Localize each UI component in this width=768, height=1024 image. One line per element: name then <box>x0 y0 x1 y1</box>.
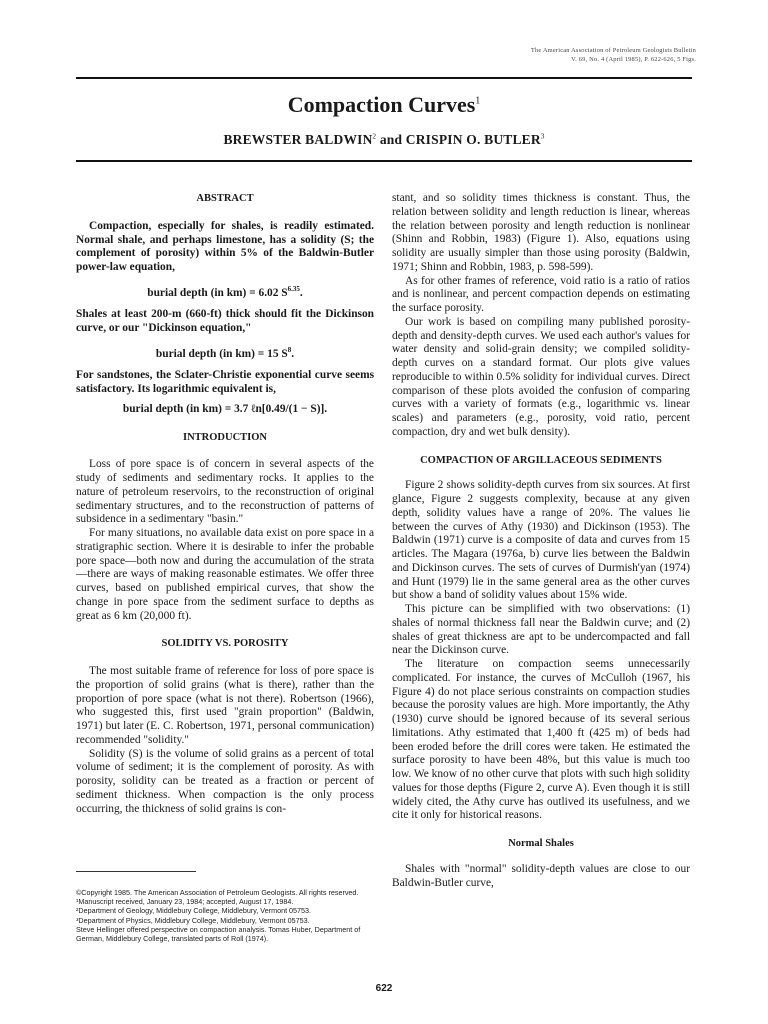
solidity-paragraph-2: Solidity (S) is the volume of solid grains as a percent of total volume of sediment; it is the complement of porosity. As with porosity, solidity can be treated as a fraction or percent of sediment thickness. When compaction is the only process occurring, the thickness of solid grains is con- <box>76 747 374 815</box>
equation-dickinson: burial depth (in km) = 15 $S^8$. <box>155 345 295 360</box>
abstract-paragraph-3: For sandstones, the Sclater-Christie exponential curve seems satisfactory. Its logarithmic equivalent is, <box>76 369 374 396</box>
argillaceous-paragraph-3: The literature on compaction seems unnecessarily complicated. For instance, the curves of McCulloh (1967, his Figure 4) do not place serious constraints on compaction studies because the porosity values are high. More importantly, the Athy (1930) curve should be ignored because of its several serious limitations. Athy estimated that 1,400 ft (425 m) of beds had been eroded before the drill cores were taken. He estimated the surface porosity to have been 48%, but this value is much too low. We know of no other curve that plots with such high solidity values for those depths (Figure 2, curve A). Even though it is still widely cited, the Athy curve has outlived its usefulness, and we cite it only for historical reasons. <box>392 658 691 822</box>
body-paragraph-method: Our work is based on compiling many published porosity-depth and density-depth curves. We used each author's values for water density and solid-grain density; we compiled solidity-depth curves on a standard format. Our plots give values reproducible to within 0.5% solidity for individual curves. Direct comparison of these plots avoided the confusion of comparing curves with a variety of formats (e.g., logarithmic vs. linear scales) and parameters (e.g., porosity, void ratio, percent compaction, dry and wet bulk density). <box>392 315 690 438</box>
author-line <box>0 132 768 148</box>
header-rule <box>76 160 692 162</box>
body-paragraph-frames: As for other frames of reference, void ratio is a ratio of ratios and is nonlinear, and percent compaction depends on estimating the surface porosity. <box>392 274 690 314</box>
author-1-note: 2 <box>372 132 377 141</box>
top-rule <box>76 77 692 79</box>
introduction-heading: INTRODUCTION <box>182 431 267 443</box>
author-1: BREWSTER BALDWIN <box>223 132 373 147</box>
page-number: 622 <box>375 983 393 994</box>
journal-name: The American Association of Petroleum Geologists Bulletin <box>530 47 696 54</box>
abstract-heading: ABSTRACT <box>196 193 254 204</box>
introduction-paragraph-2: For many situations, no available data exist on pore space in a stratigraphic section. Where it is desirable to infer the probable pore space—both now and during the accumulation of the strata—there are ways of making reasonable estimates. We offer three curves, based on published empirical curves, that show the change in pore space from the sediment surface to depths as great as 6 km (20,000 ft). <box>76 527 374 622</box>
footnote-rule <box>76 871 196 872</box>
title-text: Compaction Curves <box>287 92 476 117</box>
left-column <box>76 192 374 816</box>
author-2: CRISPIN O. BUTLER <box>405 132 541 147</box>
footnote-3: ³Department of Physics, Middlebury College, Middlebury, Vermont 05753. <box>76 915 310 925</box>
normal-shales-paragraph-1: Shales with "normal" solidity-depth values are close to our Baldwin-Butler curve, <box>392 862 690 889</box>
body-paragraph-continued: stant, and so solidity times thickness is constant. Thus, the relation between solidity and length reduction is linear, whereas the relation between porosity and length reduction is nonlinear (Shinn and Robbin, 1983) (Figure 1). Also, equations using solidity are usually simpler than those using porosity (Baldwin, 1971; Shinn and Robbin, 1983, p. 598-599). <box>392 192 690 273</box>
argillaceous-heading: COMPACTION OF ARGILLACEOUS SEDIMENTS <box>420 454 662 466</box>
footnotes <box>76 888 376 943</box>
abstract-paragraph-1: Compaction, especially for shales, is readily estimated. Normal shale, and perhaps limestone, has a solidity (S; the complement of porosity) within 5% of the Baldwin-Butler power-law equation, <box>76 219 374 273</box>
normal-shales-heading: Normal Shales <box>508 838 574 849</box>
acknowledgment-note: Steve Hellinger offered perspective on compaction analysis. Tomas Huber, Department of German, Middlebury College, translated parts of Roll (1974). <box>76 924 361 944</box>
copyright-note: ©Copyright 1985. The American Association of Petroleum Geologists. All rights reserved. <box>76 888 359 897</box>
journal-citation <box>531 46 696 64</box>
footnote-1: ¹Manuscript received, January 23, 1984; accepted, August 17, 1984. <box>76 897 294 907</box>
footnote-2: ²Department of Geology, Middlebury College, Middlebury, Vermont 05753. <box>76 906 312 916</box>
author-2-note: 3 <box>540 132 545 141</box>
abstract-paragraph-2: Shales at least 200-m (660-ft) thick should fit the Dickinson curve, or our "Dickinson equation," <box>76 308 374 335</box>
equation-sclater-christie: burial depth (in km) = 3.7 ℓn[0.49/(1 − S)]. <box>122 402 328 415</box>
equation-baldwin-butler: burial depth (in km) = 6.02 $S^{6.35}$. <box>147 284 303 299</box>
right-column <box>392 192 690 890</box>
argillaceous-paragraph-1: Figure 2 shows solidity-depth curves from six sources. At first glance, Figure 2 suggests complexity, because at any given depth, solidity values have a range of 20%. The values lie between the curves of Athy (1930) and Dickinson (1953). The Baldwin (1971) curve is a composite of data and curves from 15 articles. The Magara (1976a, b) curve lies between the Baldwin and Dickinson curves. The sets of curves of Durmish'yan (1974) and Hunt (1979) lie in the same general area as the other curves but show a band of solidity values about 15% wide. <box>392 479 690 602</box>
introduction-paragraph-1: Loss of pore space is of concern in several aspects of the study of sediments and sedimentary rocks. It applies to the nature of petroleum reservoirs, to the reconstruction of original sedimentary structures, and to the reconstruction of patterns of subsidence in a sedimentary "basin." <box>76 458 374 526</box>
argillaceous-paragraph-2: This picture can be simplified with two observations: (1) shales of normal thickness fall near the Baldwin curve; and (2) shales of great thickness are apt to be undercompacted and fall near the Dickinson curve. <box>392 603 690 657</box>
solidity-paragraph-1: The most suitable frame of reference for loss of pore space is the proportion of solid grains (what is there), rather than the proportion of pore space (what is not there). Robertson (1966), who suggested this, first used "grain proportion" (Baldwin, 1971) but later (E. C. Robertson, 1971, personal communication) recommended "solidity." <box>76 665 374 746</box>
author-conjunction: and <box>376 132 406 147</box>
journal-volume: V. 69, No. 4 (April 1985), P. 622-626, 5 Figs. <box>571 56 696 63</box>
paper-title <box>0 92 768 118</box>
title-footnote-mark: 1 <box>475 95 481 107</box>
solidity-heading: SOLIDITY VS. POROSITY <box>161 638 289 650</box>
